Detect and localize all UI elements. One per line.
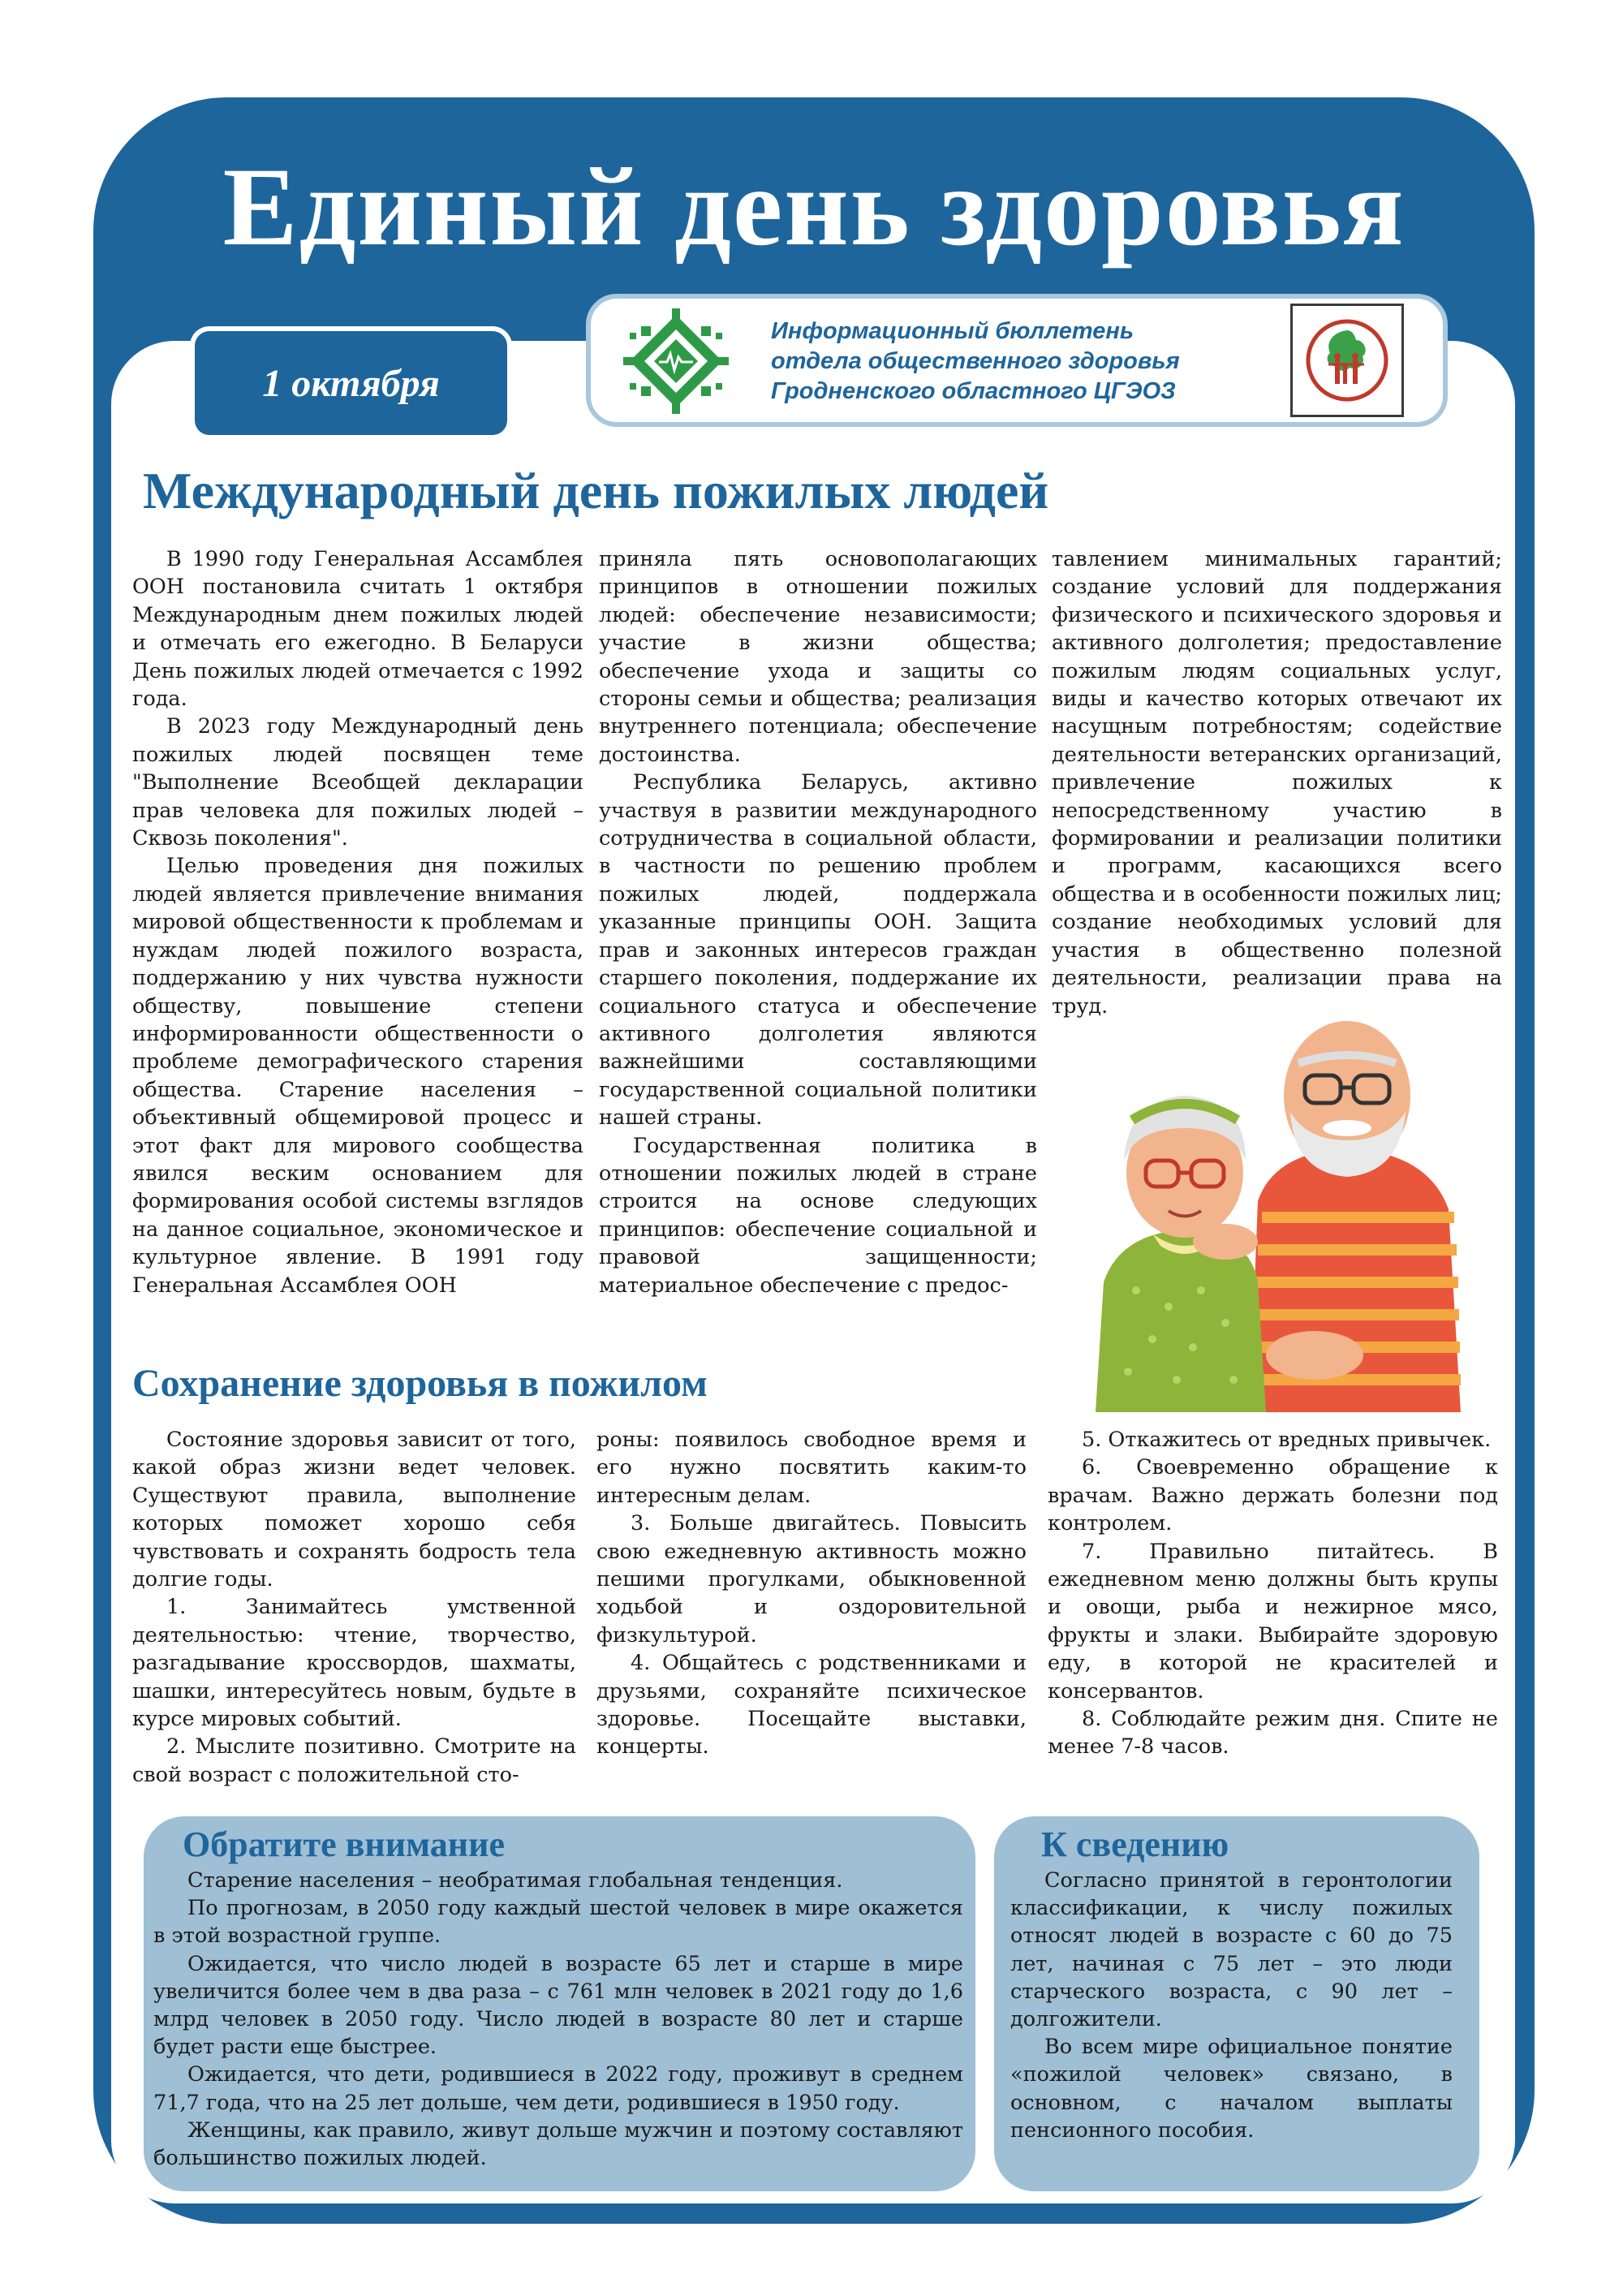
section1-column-3 xyxy=(1052,545,1502,1020)
list-item: 4. Общайтесь с родственниками и друзьями, сохраняйте психическое здоровье. Посещайте выставки, концерты. xyxy=(596,1651,1027,1760)
section1-column-1 xyxy=(132,545,583,1299)
list-item: 8. Соблюдайте режим дня. Спите не менее 7-8 часов. xyxy=(1048,1707,1498,1760)
paragraph: Ожидается, что дети, родившиеся в 2022 году, проживут в среднем 71,7 года, что на 25 лет дольше, чем дети, родившиеся в 1950 году. xyxy=(153,2062,963,2115)
paragraph: Состояние здоровья зависит от того, какой образ жизни ведет человек. Существуют правила, выполнение которых поможет хорошо себя чувствовать и сохранять бодрость тела долгие годы. xyxy=(132,1428,576,1592)
bulletin-text xyxy=(771,317,1225,407)
info-text xyxy=(1010,1867,1453,2144)
list-item: 3. Больше двигайтесь. Повысить свою ежедневную активность можно пешими прогулками, обыкновенной ходьбой и оздоровительной физкультурой. xyxy=(596,1511,1027,1648)
paragraph: Ожидается, что число людей в возрасте 65 лет и старше в мире увеличится более чем в два раза – с 761 млн человек в 2021 году до 1,6 млрд человек в 2050 году. Число людей в возрасте 80 лет и старше будет расти еще быстрее. xyxy=(153,1951,963,2060)
paragraph: По прогнозам, в 2050 году каждый шестой человек в мире окажется в этой возрастной группе. xyxy=(153,1896,963,1949)
bulletin-line-3: Гродненского областного ЦГЭОЗ xyxy=(771,378,1176,404)
health-people-logo-icon xyxy=(1290,304,1404,417)
info-title: К сведению xyxy=(1041,1824,1229,1864)
date-badge: 1 октября xyxy=(195,331,507,435)
list-item: 1. Занимайтесь умственной деятельностью: чтение, творчество, разгадывание кроссвордов, шахматы, шашки, интересуйтесь новым, будьте в курсе мировых событий. xyxy=(132,1595,576,1732)
paragraph: Целью проведения дня пожилых людей является привлечение внимания мировой общественности к проблемам и нуждам людей пожилого возраста, поддержанию у них чувства нужности обществу, повышение степени информированности общественности о проблеме демографического старения общества. Старение населения – объективный общемировой процесс и этот факт для мирового сообщества явился веским основанием для формирования особой системы взглядов на данное социальное, экономическое и культурное явление. В 1991 году Генеральная Ассамблея ООН xyxy=(132,854,583,1298)
paragraph: В 2023 году Международный день пожилых людей посвящен теме "Выполнение Всеобщей декларации прав человека для пожилых людей – Сквозь поколения". xyxy=(132,714,583,851)
paragraph: Во всем мире официальное понятие «пожилой человек» связано, в основном, с началом выплаты пенсионного пособия. xyxy=(1010,2035,1453,2143)
page-title: Единый день здоровья xyxy=(222,144,1406,269)
section1-column-2 xyxy=(599,545,1037,1299)
paragraph: Женщины, как правило, живут дольше мужчин и поэтому составляют большинство пожилых людей. xyxy=(153,2117,963,2171)
section2-title: Сохранение здоровья в пожилом xyxy=(132,1362,708,1405)
section2-column-2 xyxy=(596,1426,1027,1761)
bulletin-line-2: отдела общественного здоровья xyxy=(771,348,1180,374)
list-item: 6. Своевременно обращение к врачам. Важно держать болезни под контролем. xyxy=(1048,1455,1498,1536)
paragraph: Старение населения – необратимая глобальная тенденция. xyxy=(187,1868,843,1893)
elderly-couple-illustration-icon xyxy=(1087,998,1469,1412)
paragraph: Согласно принятой в геронтологии классификации, к числу пожилых относят людей в возрасте с 60 до 75 лет, начиная с 75 лет – это люди старческого возраста, с 90 лет – долгожители. xyxy=(1010,1868,1453,2032)
ornament-logo-icon xyxy=(623,308,729,414)
list-item: 2. Мыслите позитивно. Смотрите на свой возраст с положительной сто- xyxy=(132,1734,576,1787)
info-box xyxy=(994,1816,1479,2191)
section1-title: Международный день пожилых людей xyxy=(143,462,1049,519)
list-item: 7. Правильно питайтесь. В ежедневном меню должны быть крупы и овощи, рыба и нежирное мясо, фрукты и злаки. Выбирайте здоровую еду, в которой не красителей и консервантов. xyxy=(1048,1539,1498,1704)
attention-box xyxy=(144,1816,975,2191)
section2-column-1 xyxy=(132,1426,576,1789)
paragraph: Государственная политика в отношении пожилых людей в стране строится на основе следующих принципов: обеспечение социальной и правовой защищенности; материальное обеспечение с предос- xyxy=(599,1133,1037,1298)
paragraph: приняла пять основополагающих принципов в отношении пожилых людей: обеспечение независимости; участие в жизни общества; обеспечение ухода и защиты со стороны семьи и общества; реализация внутреннего потенциала; обеспечение достоинства. xyxy=(599,547,1037,767)
section2-column-3 xyxy=(1048,1426,1498,1761)
bulletin-line-1: Информационный бюллетень xyxy=(771,318,1134,344)
list-item: 5. Откажитесь от вредных привычек. xyxy=(1082,1428,1492,1452)
attention-title: Обратите внимание xyxy=(183,1824,506,1864)
paragraph: роны: появилось свободное время и его нужно посвятить каким-то интересным делам. xyxy=(596,1428,1027,1508)
paragraph: В 1990 году Генеральная Ассамблея ООН постановила считать 1 октября Международным днем пожилых людей и отмечать его ежегодно. В Беларуси День пожилых людей отмечается с 1992 года. xyxy=(132,547,583,712)
paragraph: Республика Беларусь, активно участвуя в развитии международного сотрудничества в социальной области, в частности по решению проблем пожилых людей, поддержала указанные принципы ООН. Защита прав и законных интересов граждан старшего поколения, поддержание их социального статуса и обеспечение активного долголетия являются важнейшими составляющими государственной социальной политики нашей страны. xyxy=(599,770,1037,1131)
paragraph: тавлением минимальных гарантий; создание условий для поддержания физического и психического здоровья и активного долголетия; предоставление пожилым людям социальных услуг, виды и качество которых отвечают их насущным потребностям; содействие деятельности ветеранских организаций, привлечение пожилых к непосредственному участию в формировании и реализации политики и программ, касающихся всего общества и в особенности пожилых лиц; создание необходимых условий для участия в общественно полезной деятельности, реализации права на труд. xyxy=(1052,547,1502,1019)
bulletin-banner xyxy=(586,294,1448,427)
attention-text xyxy=(153,1867,963,2172)
